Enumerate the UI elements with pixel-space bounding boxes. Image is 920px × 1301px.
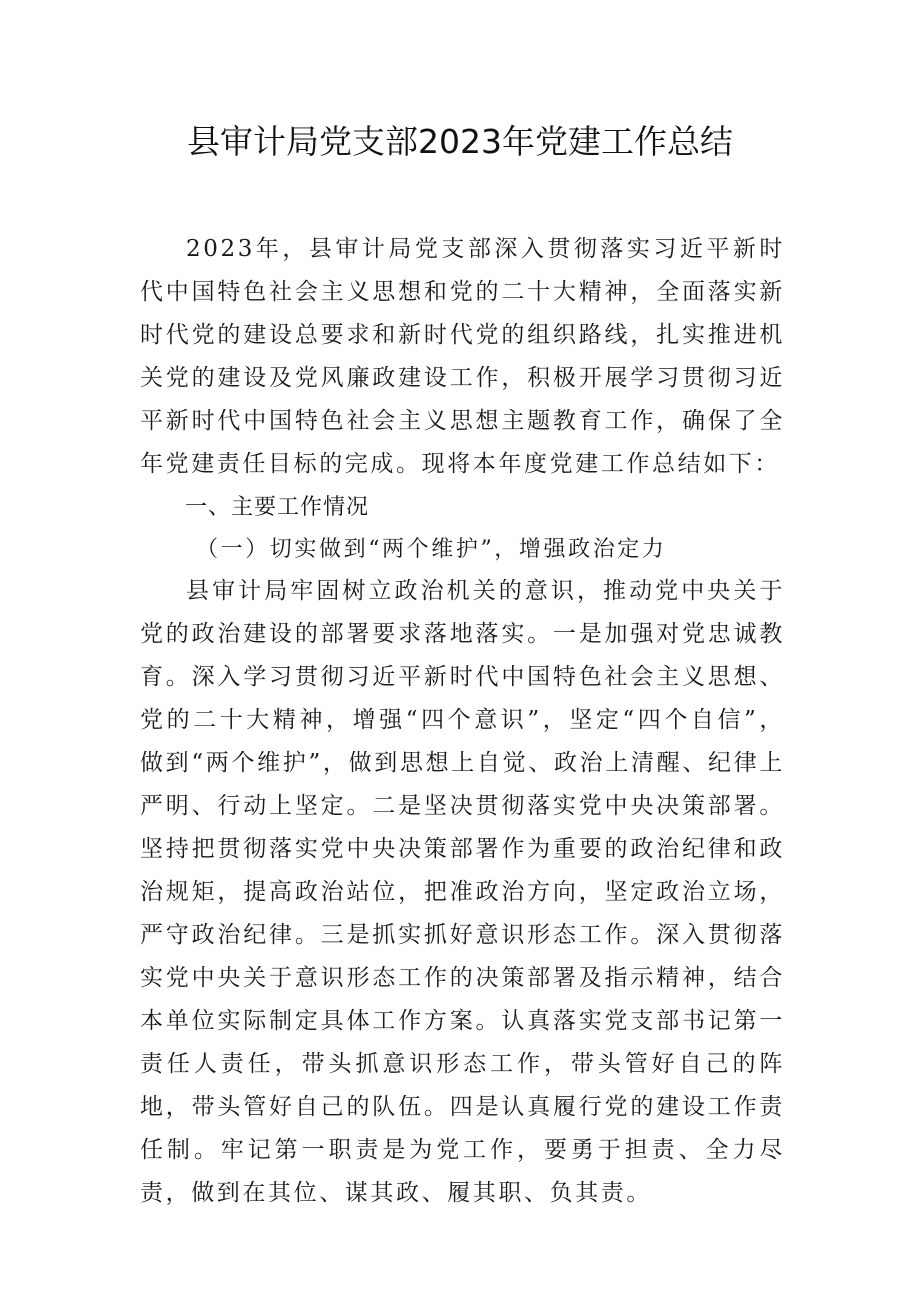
- document-title: 县审计局党支部2023年党建工作总结: [187, 122, 733, 161]
- section-heading-main-work: 一、主要工作情况: [185, 495, 370, 520]
- subsection-heading-political: （一）切实做到“两个维护”，增强政治定力: [196, 537, 667, 562]
- intro-paragraph: 2023年，县审计局党支部深入贯彻落实习近平新时代中国特色社会主义思想和党的二十大精神，全面落实新时代党的建设总要求和新时代党的组织路线，扎实推进机关党的建设及党风廉政建设工作，积极开展学习贯彻习近平新时代中国特色社会主义思想主题教育工作，确保了全年党建责任目标的完成。现将本年度党建工作总结如下：: [140, 236, 785, 477]
- body-paragraph-political: 县审计局牢固树立政治机关的意识，推动党中央关于党的政治建设的部署要求落地落实。一是加强对党忠诚教育。深入学习贯彻习近平新时代中国特色社会主义思想、党的二十大精神，增强“四个意识”，坚定“四个自信”，做到“两个维护”，做到思想上自觉、政治上清醒、纪律上严明、行动上坚定。二是坚决贯彻落实党中央决策部署。坚持把贯彻落实党中央决策部署作为重要的政治纪律和政治规矩，提高政治站位，把准政治方向，坚定政治立场，严守政治纪律。三是抓实抓好意识形态工作。深入贯彻落实党中央关于意识形态工作的决策部署及指示精神，结合本单位实际制定具体工作方案。认真落实党支部书记第一责任人责任，带头抓意识形态工作，带头管好自己的阵地，带头管好自己的队伍。四是认真履行党的建设工作责任制。牢记第一职责是为党工作，要勇于担责、全力尽责，做到在其位、谋其政、履其职、负其责。: [140, 578, 785, 1206]
